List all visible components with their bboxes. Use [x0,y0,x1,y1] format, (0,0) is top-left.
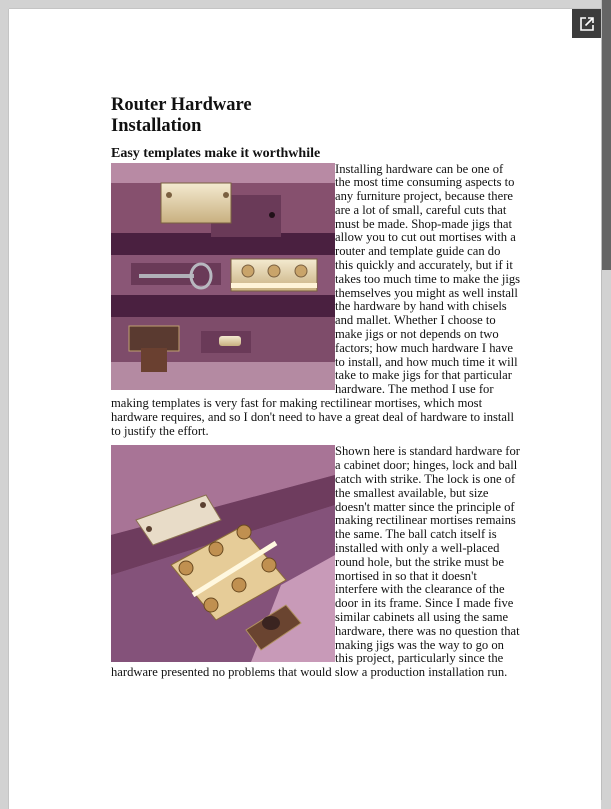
screw-icon [200,502,206,508]
hinge-knuckle [231,283,317,288]
screw-icon [179,561,193,575]
lock-plate [161,183,231,223]
screw-icon [262,558,276,572]
screw-icon [268,265,280,277]
vertical-scrollbar[interactable] [601,0,611,800]
screw-icon [204,598,218,612]
article-subtitle: Easy templates make it worthwhile [111,146,321,161]
hardware-photo-2 [111,445,335,662]
screw-icon [146,526,152,532]
ball-catch [219,336,241,346]
hardware-photo-2-image [111,445,335,662]
popout-button[interactable] [572,9,601,38]
keyhole [269,212,275,218]
screw-icon [237,525,251,539]
paragraph-2: Shown here is standard hardware for a cabinet door; hinges, lock and ball catch with strike. The lock is one of the smallest available, but size doesn't matter since the principle of making rectilinear mortises remains the same. The ball catch itself is installed with only a well-placed round hole, but the strike must be mortised in so that it doesn't interfere with the clearance of the door in its frame. Since I made five similar cabinets all using the same hardware, there was no question that making jigs was the way to go on this project, particularly since the hardware presented no problems that would slow a production installation run. [111,444,520,680]
shadow-gap-2 [111,295,335,317]
document-page [9,9,601,809]
scrollbar-thumb[interactable] [602,0,611,270]
screw-icon [223,192,229,198]
open-in-new-window-icon [580,17,594,31]
hardware-photo-1-image [111,163,335,390]
wood-strip-top [111,163,335,183]
strike-hole [262,616,280,630]
screw-icon [295,265,307,277]
screw-icon [242,265,254,277]
screw-icon [232,578,246,592]
paragraph-1: Installing hardware can be one of the most time consuming aspects to any furniture project, because there are a lot of small, careful cuts that must be made. Shop-made jigs that allow you to cut out mortises with a router and template guide can do this quickly and accurately, but if it takes too much time to make the jigs themselves you might as well install the hardware by hand with chisels and mallet. Whether I choose to make jigs or not depends on two factors; how much hardware I have to install, and how much time it will take to make jigs for that particular hardware. The method I use for making templates is very fast for making rectilinear mortises, which most hardware requires, and so I don't need to have a great deal of hardware to install to justify the effort. [111,161,521,438]
strike-tab [141,348,167,372]
hardware-photo-1 [111,163,335,390]
screw-icon [166,192,172,198]
screw-icon [209,542,223,556]
strike-plate [129,326,179,351]
article [111,95,521,680]
article-title: Router Hardware Installation [111,95,252,136]
key-shaft [139,274,194,278]
